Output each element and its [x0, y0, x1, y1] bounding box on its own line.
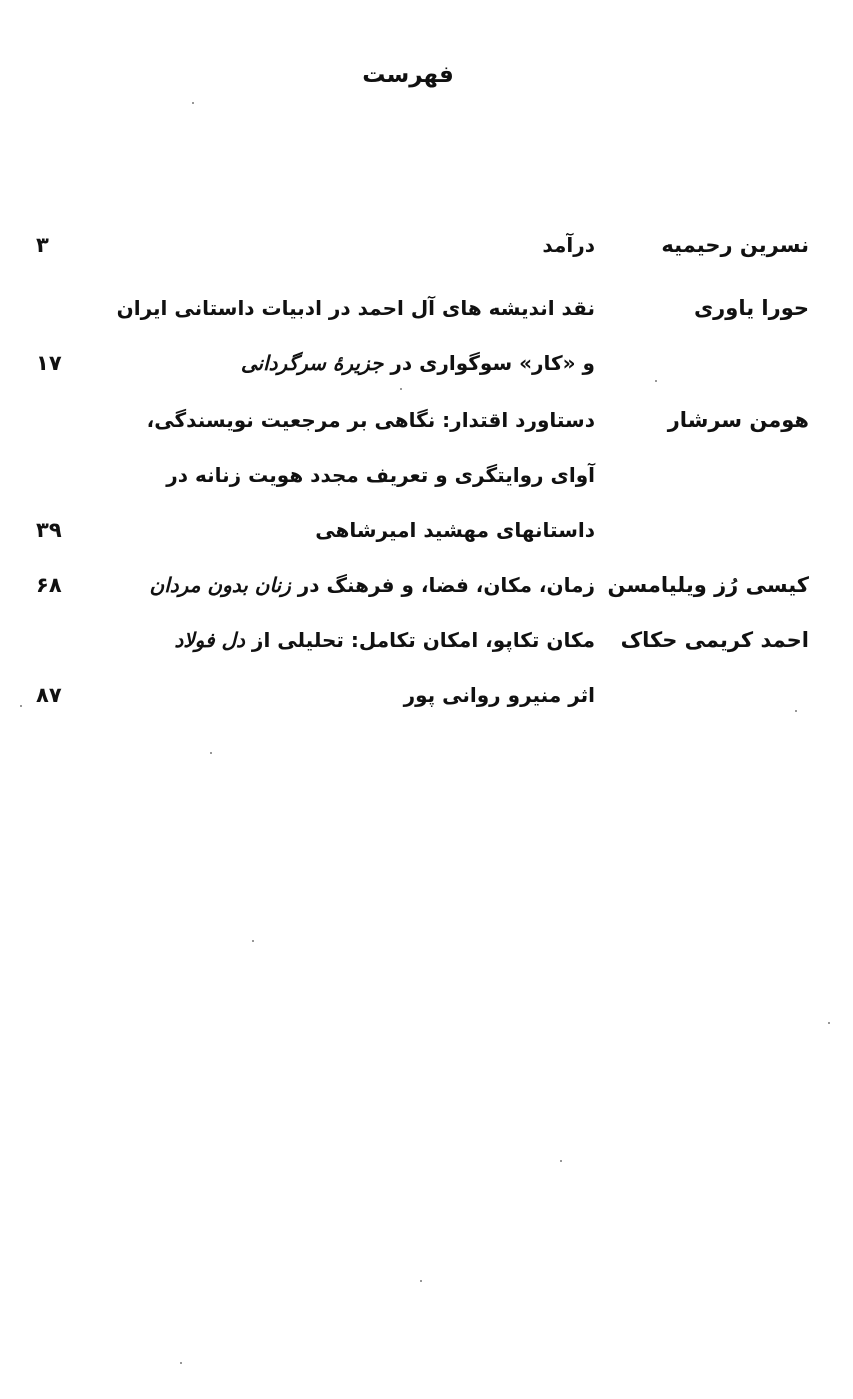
toc-title-text: مکان تکاپو، امکان تکامل: تحلیلی از — [244, 628, 595, 652]
toc-title-text: و «کار» سوگواری در — [383, 351, 595, 375]
toc-title-text: نقد اندیشه های آل احمد در ادبیات داستانی ایران — [116, 296, 595, 320]
toc-page-number: ۶۸ — [36, 573, 62, 597]
scan-speck — [828, 1022, 830, 1024]
scan-speck — [400, 388, 402, 390]
toc-row — [0, 675, 853, 730]
toc-row — [0, 400, 853, 455]
toc-title — [95, 400, 595, 440]
toc-title-text: درآمد — [542, 233, 595, 257]
toc-author: احمد کریمی حکاک — [620, 628, 809, 652]
toc-page-number: ۳۹ — [36, 518, 62, 542]
table-of-contents — [0, 225, 853, 720]
toc-author: نسرین رحیمیه — [661, 233, 809, 257]
scan-speck — [20, 705, 22, 707]
scan-speck — [180, 1362, 182, 1364]
toc-title — [95, 288, 595, 328]
toc-title-book: دل فولاد — [174, 628, 245, 652]
toc-title-text: داستانهای مهشید امیرشاهی — [315, 518, 595, 542]
toc-title-book: زنان بدون مردان — [149, 573, 291, 597]
toc-title — [95, 510, 595, 550]
toc-title-book: جزیرهٔ سرگردانی — [240, 351, 384, 375]
scan-speck — [252, 940, 254, 942]
toc-title — [95, 225, 595, 265]
toc-row — [0, 343, 853, 398]
toc-title — [95, 455, 595, 495]
toc-author: کیسی رُز ویلیامسن — [607, 573, 809, 597]
page-title: فهرست — [362, 62, 454, 88]
toc-title-text: دستاورد اقتدار: نگاهی بر مرجعیت نویسندگی، — [146, 408, 595, 432]
toc-title-text: اثر منیرو روانی پور — [403, 683, 595, 707]
toc-author: هومن سرشار — [667, 408, 809, 432]
toc-row — [0, 225, 853, 280]
toc-title-text: زمان، مکان، فضا، و فرهنگ در — [290, 573, 595, 597]
scan-speck — [420, 1280, 422, 1282]
toc-page-number: ۱۷ — [36, 351, 62, 375]
scan-speck — [210, 752, 212, 754]
toc-title — [95, 343, 595, 383]
toc-page-number: ۸۷ — [36, 683, 62, 707]
toc-row — [0, 288, 853, 343]
toc-author: حورا یاوری — [693, 296, 809, 320]
toc-page-number: ۳ — [36, 233, 49, 257]
toc-title — [95, 565, 595, 605]
toc-title — [95, 675, 595, 715]
toc-row — [0, 620, 853, 675]
scan-speck — [795, 710, 797, 712]
scan-speck — [655, 380, 657, 382]
toc-row — [0, 510, 853, 565]
scan-speck — [192, 102, 194, 104]
toc-row — [0, 565, 853, 620]
toc-row — [0, 455, 853, 510]
toc-title — [95, 620, 595, 660]
scan-speck — [560, 1160, 562, 1162]
toc-title-text: آوای روایتگری و تعریف مجدد هویت زنانه در — [166, 463, 595, 487]
